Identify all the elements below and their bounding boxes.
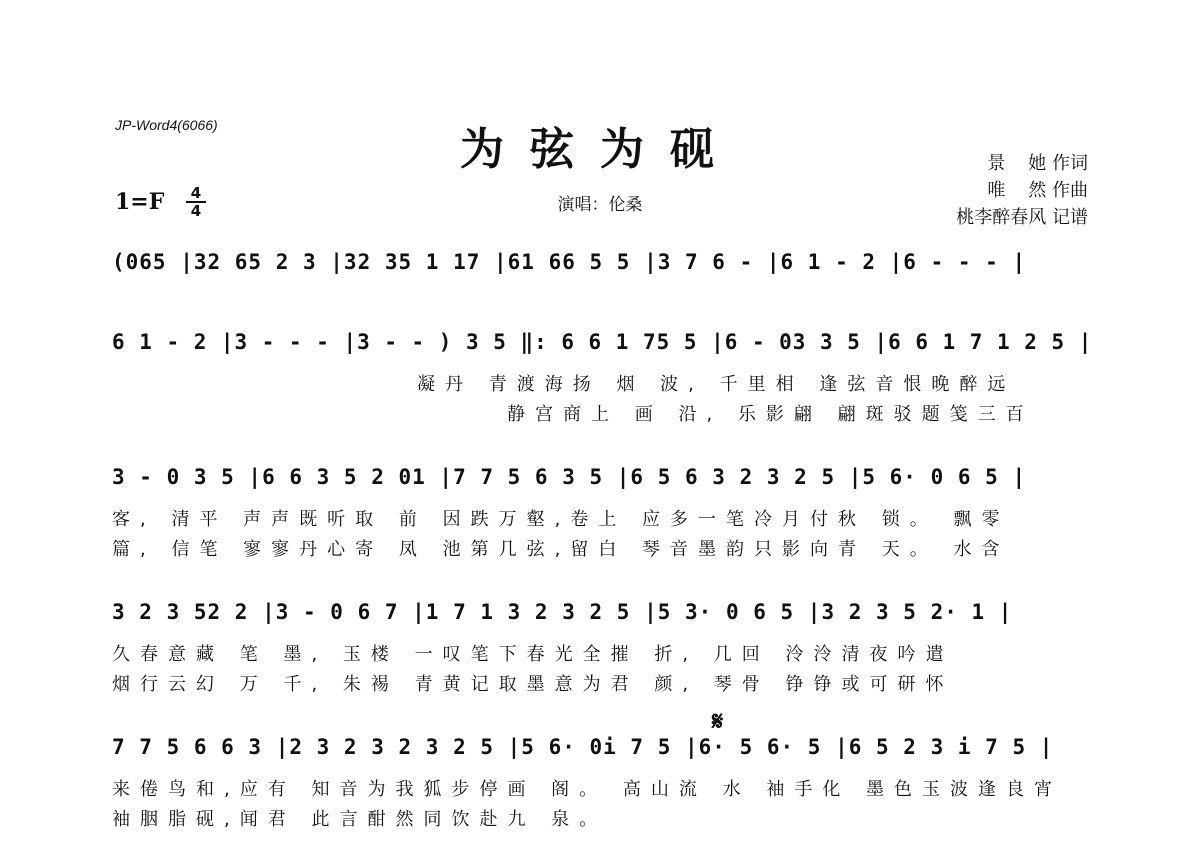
segno-sign: 𝄋 xyxy=(712,707,724,737)
lyric-line-verse-2: 静宫商上 画 沿, 乐影翩 翩斑驳题笺三百 xyxy=(507,404,1034,425)
singer-credit: 演唱：伦桑 xyxy=(557,195,643,215)
composer-credit: 唯 然 作曲 xyxy=(987,180,1088,201)
lyric-line-verse-1: 客, 清平 声声既听取 前 因跌万壑,卷上 应多一笔冷月付秋 锁。 飘零 xyxy=(112,509,1010,530)
software-version: JP-Word4(6066) xyxy=(115,117,218,133)
lyric-line-verse-1: 久春意藏 笔 墨, 玉楼 一叹笔下春光全摧 折, 几回 泠泠清夜吟遣 xyxy=(112,644,954,665)
lyric-line-verse-1: 来倦鸟和,应有 知音为我狐步停画 阁。 高山流 水 袖手化 墨色玉波逢良宵 xyxy=(112,779,1063,800)
notation-line: 3 2 3 52 2 |3 - 0 6 7 |1 7 1 3 2 3 2 5 |5 3· 0 6 5 |3 2 3 5 2· 1 | xyxy=(112,600,1013,624)
lyric-line-verse-2: 烟行云幻 万 千, 朱裼 青黄记取墨意为君 颜, 琴骨 铮铮或可研怀 xyxy=(112,674,954,695)
notation-line: 3 - 0 3 5 |6 6 3 5 2 01 |7 7 5 6 3 5 |6 5 6 3 2 3 2 5 |5 6· 0 6 5 | xyxy=(112,465,1027,489)
notation-line: (065 |32 65 2 3 |32 35 1 17 |61 66 5 5 |3 7 6 - |6 1 - 2 |6 - - - | xyxy=(112,250,1027,274)
notation-line: 7 7 5 6 6 3 |2 3 2 3 2 3 2 5 |5 6· 0i 7 5 |6· 5 6· 5 |6 5 2 3 i 7 5 | xyxy=(112,735,1054,759)
time-signature-bottom: 4 xyxy=(190,202,202,220)
lyric-line-verse-2: 袖胭脂砚,闻君 此言酣然同饮赴九 泉。 xyxy=(112,809,608,830)
lyric-line-verse-1: 凝丹 青渡海扬 烟 波, 千里相 逢弦音恨晚醉远 xyxy=(417,374,1016,395)
lyric-line-verse-2: 篇, 信笔 寥寥丹心寄 凤 池第几弦,留白 琴音墨韵只影向青 天。 水含 xyxy=(112,539,1010,560)
time-signature-top: 4 xyxy=(190,184,202,202)
key-signature: 1=F xyxy=(115,189,165,215)
lyricist-credit: 景 她 作词 xyxy=(987,153,1088,174)
song-title: 为弦为砚 xyxy=(460,124,740,175)
credits-block xyxy=(956,150,1088,231)
transcriber-credit: 桃李醉春风 记谱 xyxy=(956,207,1088,228)
notation-line: 6 1 - 2 |3 - - - |3 - - ) 3 5 ‖: 6 6 1 75 5 |6 - 03 3 5 |6 6 1 7 1 2 5 | xyxy=(112,330,1093,354)
